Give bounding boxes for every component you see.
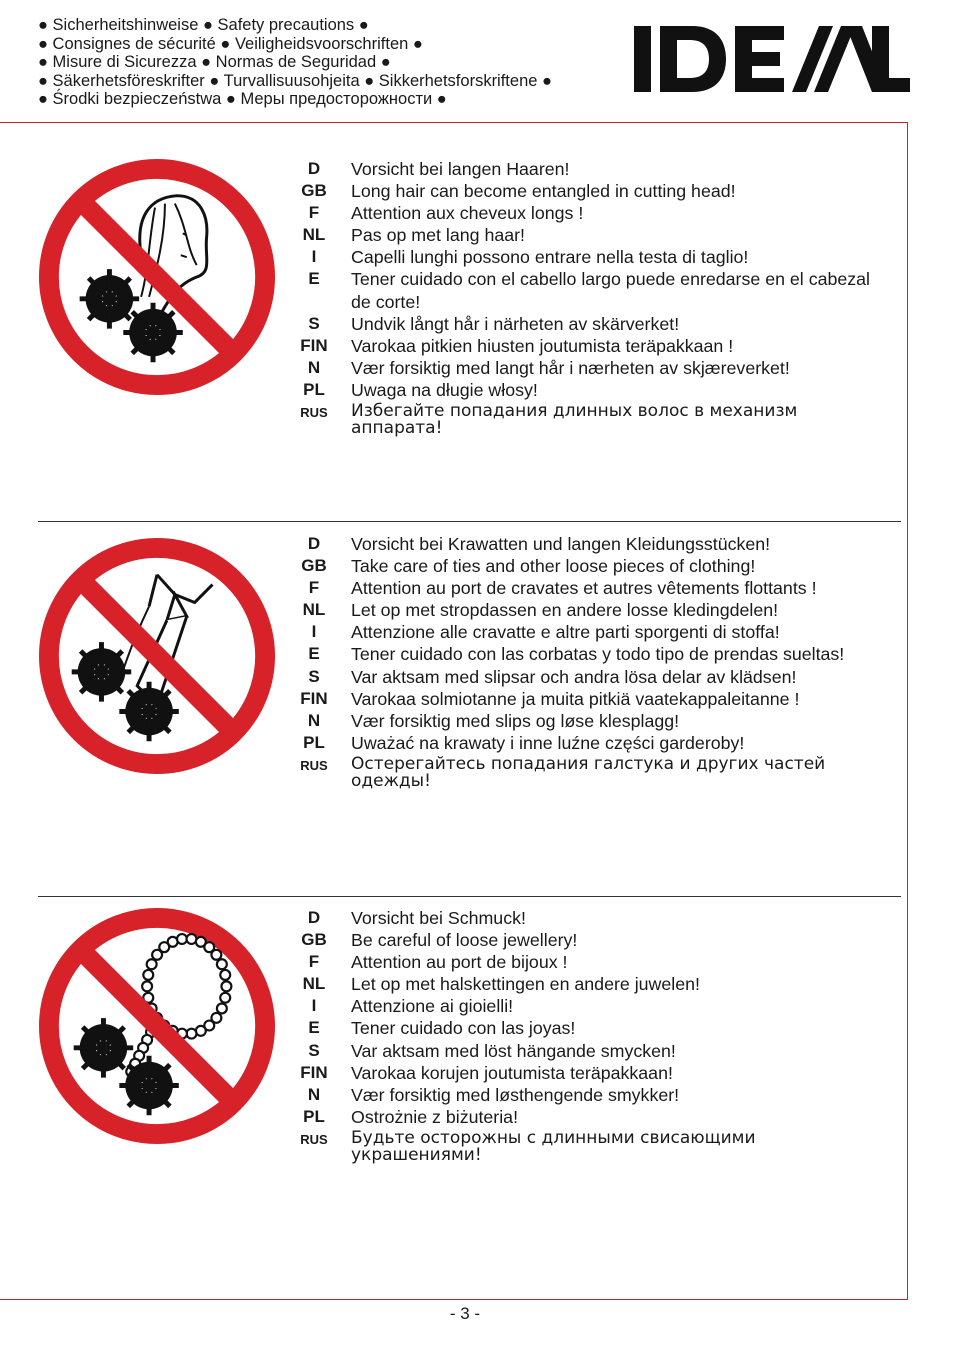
bead bbox=[220, 970, 230, 980]
language-code: N bbox=[307, 1084, 321, 1104]
list-item bbox=[292, 599, 892, 621]
language-code: D bbox=[307, 908, 321, 927]
list-item bbox=[292, 401, 892, 437]
list-item bbox=[292, 907, 892, 929]
warning-text: Var aktsam med löst hängande smycken! bbox=[351, 1040, 676, 1061]
warning-text: Vær forsiktig med slips og løse klesplagg! bbox=[351, 710, 680, 731]
list-item bbox=[292, 754, 892, 790]
language-code: D bbox=[307, 534, 321, 553]
warning-text: Varokaa solmiotanne ja muita pitkiä vaatekappaleitanne ! bbox=[351, 688, 800, 709]
list-item bbox=[292, 180, 892, 202]
language-code: FIN bbox=[300, 688, 328, 708]
language-code: S bbox=[308, 1040, 320, 1060]
warning-text: Attenzione ai gioielli! bbox=[351, 996, 514, 1017]
warning-text: Var aktsam med slipsar och andra lösa delar av klädsen! bbox=[351, 666, 797, 687]
bead bbox=[217, 1003, 227, 1013]
warning-text: Attention au port de bijoux ! bbox=[351, 952, 568, 973]
list-item bbox=[292, 555, 892, 577]
warning-text: Uwaga na długie włosy! bbox=[351, 379, 538, 400]
list-item bbox=[292, 246, 892, 268]
no-long-hair-icon bbox=[38, 158, 276, 396]
warning-text: Избегайте попадания длинных волос в механизм аппарата! bbox=[351, 401, 798, 439]
list-item bbox=[292, 666, 892, 688]
list-item bbox=[292, 621, 892, 643]
bead bbox=[211, 950, 221, 960]
warning-text: Take care of ties and other loose pieces of clothing! bbox=[351, 556, 756, 577]
list-item bbox=[292, 357, 892, 379]
jewellery-warnings bbox=[292, 907, 892, 1164]
language-code: GB bbox=[301, 930, 327, 950]
bead bbox=[220, 993, 230, 1003]
language-code: PL bbox=[303, 1106, 325, 1126]
language-code: GB bbox=[301, 181, 327, 201]
list-item bbox=[292, 224, 892, 246]
language-code: NL bbox=[302, 974, 326, 994]
warning-text: Tener cuidado con las joyas! bbox=[351, 1018, 576, 1039]
no-ties-clothing-icon bbox=[38, 537, 276, 775]
warning-text: Varokaa korujen joutumista teräpakkaan! bbox=[351, 1062, 673, 1083]
warning-text: Varokaa pitkien hiusten joutumista teräpakkaan ! bbox=[351, 335, 734, 356]
list-item bbox=[292, 951, 892, 973]
language-code: F bbox=[308, 578, 320, 598]
bead bbox=[147, 959, 157, 969]
warning-text: Vorsicht bei Schmuck! bbox=[351, 908, 526, 928]
list-item bbox=[292, 1106, 892, 1128]
warning-text: Attention aux cheveux longs ! bbox=[351, 203, 584, 224]
language-code: I bbox=[311, 247, 317, 267]
bead bbox=[217, 959, 227, 969]
list-item bbox=[292, 1084, 892, 1106]
warning-text: Tener cuidado con el cabello largo puede enredarse en el cabezal de corte! bbox=[351, 269, 870, 312]
language-code: RUS bbox=[300, 757, 328, 773]
header-line: ● Säkerhetsföreskrifter ● Turvallisuusohjeita ● Sikkerhetsforskriftene ● bbox=[38, 71, 552, 90]
warning-text: Vorsicht bei langen Haaren! bbox=[351, 159, 570, 179]
list-item bbox=[292, 335, 892, 357]
header-line: ● Consignes de sécurité ● Veiligheidsvoorschriften ● bbox=[38, 34, 423, 53]
list-item bbox=[292, 379, 892, 401]
list-item bbox=[292, 643, 892, 665]
language-code: FIN bbox=[300, 335, 328, 355]
language-code: I bbox=[311, 996, 317, 1016]
ties-warnings bbox=[292, 533, 892, 790]
language-code: D bbox=[307, 159, 321, 178]
list-item bbox=[292, 1017, 892, 1039]
list-item bbox=[292, 732, 892, 754]
warning-text: Attenzione alle cravatte e altre parti sporgenti di stoffa! bbox=[351, 622, 780, 643]
ideal-logo bbox=[634, 22, 910, 96]
warning-text: Tener cuidado con las corbatas y todo tipo de prendas sueltas! bbox=[351, 644, 845, 665]
header-line: ● Sicherheitshinweise ● Safety precautions ● bbox=[38, 16, 369, 34]
list-item bbox=[292, 973, 892, 995]
no-jewellery-icon bbox=[38, 907, 276, 1145]
list-item bbox=[292, 268, 892, 312]
language-code: PL bbox=[303, 732, 325, 752]
warning-text: Undvik långt hår i närheten av skärverket! bbox=[351, 313, 680, 334]
list-item bbox=[292, 1040, 892, 1062]
list-item bbox=[292, 158, 892, 180]
section-divider bbox=[38, 896, 901, 897]
warning-text: Vorsicht bei Krawatten und langen Kleidungsstücken! bbox=[351, 534, 771, 554]
language-code: NL bbox=[302, 225, 326, 245]
logo-text: IDEAL bbox=[634, 22, 637, 23]
language-code: S bbox=[308, 666, 320, 686]
list-item bbox=[292, 995, 892, 1017]
language-code: N bbox=[307, 357, 321, 377]
list-item bbox=[292, 1062, 892, 1084]
language-code: F bbox=[308, 203, 320, 223]
language-code: RUS bbox=[300, 405, 328, 421]
bead bbox=[221, 981, 231, 991]
header-line: ● Środki bezpieczeństwa ● Меры предосторожности ● bbox=[38, 90, 447, 109]
language-code: F bbox=[308, 952, 320, 972]
section-divider bbox=[38, 521, 901, 522]
bead bbox=[187, 1029, 197, 1039]
language-code: E bbox=[308, 644, 320, 664]
language-code: RUS bbox=[300, 1131, 328, 1147]
list-item bbox=[292, 688, 892, 710]
safety-header bbox=[38, 16, 638, 109]
language-code: N bbox=[307, 710, 321, 730]
language-code: GB bbox=[301, 556, 327, 576]
warning-text: Ostrożnie z biżuteria! bbox=[351, 1106, 519, 1127]
warning-text: Vær forsiktig med langt hår i nærheten av skjæreverket! bbox=[351, 357, 790, 378]
language-code: NL bbox=[302, 600, 326, 620]
warning-text: Будьте осторожны с длинными свисающими украшениями! bbox=[351, 1127, 756, 1165]
warning-text: Let op met stropdassen en andere losse kledingdelen! bbox=[351, 600, 779, 621]
list-item bbox=[292, 313, 892, 335]
hair-warnings bbox=[292, 158, 892, 437]
list-item bbox=[292, 577, 892, 599]
bead bbox=[177, 934, 187, 944]
warning-text: Uważać na krawaty i inne luźne części garderoby! bbox=[351, 732, 745, 753]
list-item bbox=[292, 710, 892, 732]
warning-text: Pas op met lang haar! bbox=[351, 225, 525, 246]
warning-text: Let op met halskettingen en andere juwelen! bbox=[351, 974, 700, 995]
list-item bbox=[292, 1128, 892, 1164]
page-number: - 3 - bbox=[449, 1304, 481, 1323]
language-code: S bbox=[308, 313, 320, 333]
list-item bbox=[292, 202, 892, 224]
warning-text: Остерегайтесь попадания галстука и других частей одежды! bbox=[351, 753, 826, 791]
warning-text: Vær forsiktig med løsthengende smykker! bbox=[351, 1084, 680, 1105]
language-code: PL bbox=[303, 379, 325, 399]
bead bbox=[142, 981, 152, 991]
warning-text: Long hair can become entangled in cutting head! bbox=[351, 181, 736, 202]
list-item bbox=[292, 929, 892, 951]
warning-text: Be careful of loose jewellery! bbox=[351, 930, 578, 951]
list-item bbox=[292, 533, 892, 555]
language-code: FIN bbox=[300, 1062, 328, 1082]
warning-text: Attention au port de cravates et autres vêtements flottants ! bbox=[351, 578, 817, 599]
language-code: E bbox=[308, 269, 320, 289]
bead bbox=[143, 970, 153, 980]
language-code: E bbox=[308, 1018, 320, 1038]
language-code: I bbox=[311, 622, 317, 642]
header-line: ● Misure di Sicurezza ● Normas de Seguridad ● bbox=[38, 53, 391, 72]
warning-text: Capelli lunghi possono entrare nella testa di taglio! bbox=[351, 247, 749, 268]
